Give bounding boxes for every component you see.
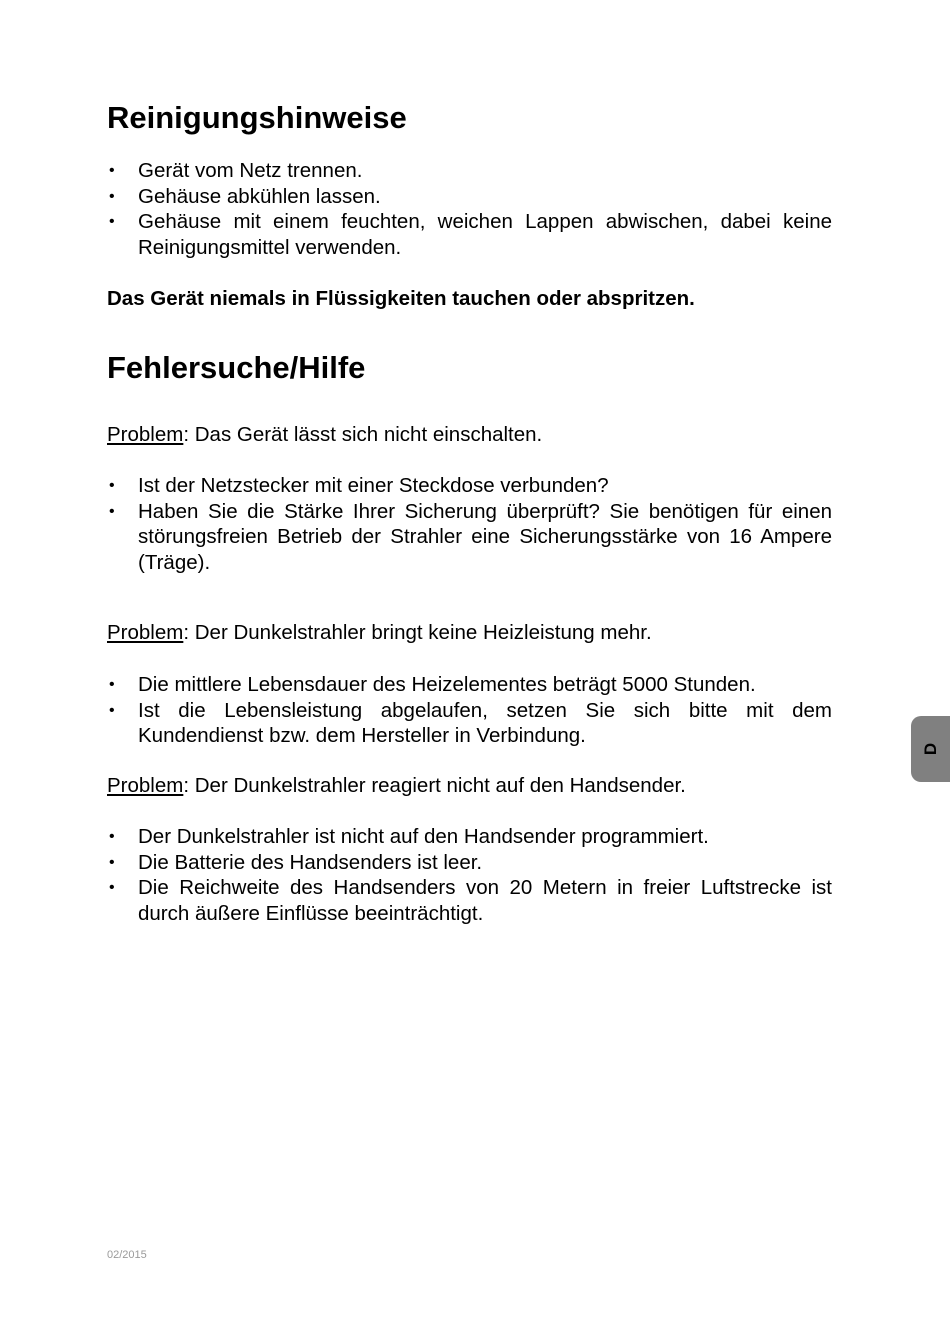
bullet-icon: • <box>109 502 115 520</box>
cleaning-list <box>107 158 832 260</box>
language-tab-label: D <box>920 742 940 756</box>
problem-1-list <box>107 473 832 575</box>
list-item: • Gehäuse abkühlen lassen. <box>109 184 381 208</box>
list-item: • Ist die Lebensleistung abgelaufen, setzen Sie sich bitte mit dem Kundendienst bzw. dem Hersteller in Verbindung. <box>109 698 832 747</box>
problem-label: Problem <box>107 774 184 797</box>
bullet-icon: • <box>109 676 115 693</box>
problem-2-list <box>107 672 832 749</box>
heading-reinigungshinweise: Reinigungshinweise <box>107 100 407 135</box>
bullet-icon: • <box>109 701 115 719</box>
bullet-icon: • <box>109 477 115 494</box>
list-item: • Gerät vom Netz trennen. <box>109 159 363 182</box>
bullet-icon: • <box>109 162 115 179</box>
bullet-icon: • <box>109 879 115 896</box>
list-item: • Gehäuse mit einem feuchten, weichen Lappen abwischen, dabei keine Reinigungsmittel verwenden. <box>109 210 832 259</box>
problem-3: Problem: Der Dunkelstrahler reagiert nicht auf den Handsender. <box>107 774 686 797</box>
bullet-icon: • <box>109 853 115 871</box>
list-item: • Die Batterie des Handsenders ist leer. <box>109 850 483 874</box>
problem-label: Problem <box>107 621 184 644</box>
list-item: • Ist der Netzstecker mit einer Steckdose verbunden? <box>109 474 609 497</box>
problem-label: Problem <box>107 423 184 446</box>
footer-date: 02/2015 <box>107 1249 147 1261</box>
list-item: • Haben Sie die Stärke Ihrer Sicherung überprüft? Sie benötigen für einen störungsfreien Betrieb der Strahler eine Sicherungsstärke von 16 Ampere (Träge). <box>109 499 832 574</box>
problem-1: Problem: Das Gerät lässt sich nicht einschalten. <box>107 423 543 446</box>
bullet-icon: • <box>109 828 115 845</box>
list-item: • Der Dunkelstrahler ist nicht auf den Handsender programmiert. <box>109 825 709 848</box>
warning-text: Das Gerät niemals in Flüssigkeiten tauchen oder abspritzen. <box>107 287 695 310</box>
list-item: • Die Reichweite des Handsenders von 20 Metern in freier Luftstrecke ist durch äußere Einflüsse beeinträchtigt. <box>109 876 832 925</box>
bullet-icon: • <box>109 213 115 230</box>
bullet-icon: • <box>109 187 115 205</box>
language-tab <box>911 716 950 782</box>
problem-3-list <box>107 824 832 926</box>
heading-fehlersuche: Fehlersuche/Hilfe <box>107 350 366 385</box>
list-item: • Die mittlere Lebensdauer des Heizelementes beträgt 5000 Stunden. <box>109 673 756 696</box>
problem-2: Problem: Der Dunkelstrahler bringt keine Heizleistung mehr. <box>107 621 652 644</box>
